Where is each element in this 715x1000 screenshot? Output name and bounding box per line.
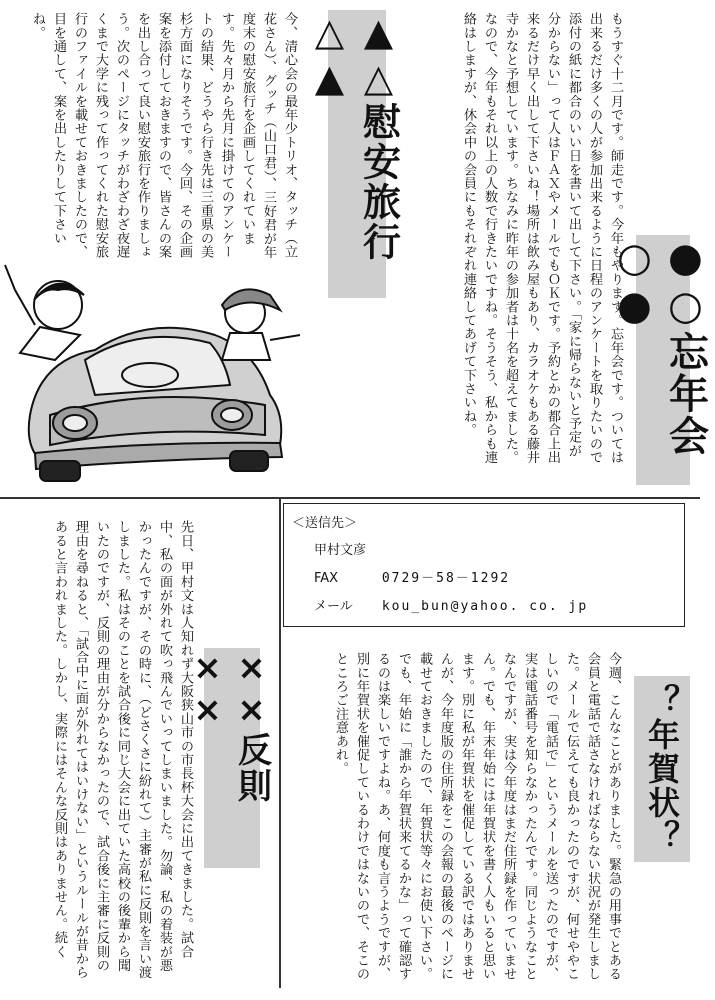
mail-label: メール [314, 599, 353, 614]
hansoku-article: 先日、甲村文は人知れず大阪狭山市の市長杯大会に出てきました。試合中、私の面が外れて吹っ飛んでいってしまいました。勿論、私の着装が悪かったんですが、その時に、（どさくさに紛れて）主審が私に反則を言い渡しました。私はそのことを試合後に同じ大会に出ていた高校の後輩から聞いたのですが、反則の理由が分からなかったので、試合後に主審に反則の理由を尋ねると、「試合中に面が外れてはいけない」というルールが昔からあると言われました。しかし、実際にはそんな反則はありません。続く [52, 520, 193, 980]
contact-name: 甲村文彦 [314, 543, 367, 558]
hansoku-heading: ××反則×× [204, 648, 260, 868]
mail-address: kou_bun@yahoo. co. jp [381, 599, 589, 614]
ian-ryokou-article: 今、清心会の最年少トリオ、タッチ（立花さん）、グッチ（山口君）、三好君が年度末の慰安旅行を企画してくれています。先々月から先月に掛けてのアンケートの結果、どうやら行き先は三重県の美杉方面になりそうです。今回、その企画案を添付しておきますので、皆さんの案を出し合って良い慰安旅行を作りましょう。次のページにタッチがわざわざ夜遅くまで大学に残って作ってくれた慰安旅行のファイルを載せておきましたので、目を通して、案を出したりして下さいね。 [30, 12, 297, 260]
nengajou-article: 今週、こんなことがありました。緊急の用事でとある会員と電話で話さなければならない状況が発生しました。メールで伝えても良かったのですが、何せややこしいので「電話で」というメールを送ったのですが、実は電話番号を知らなかったんです。同じようなことなんですが、実は今年度はまだ住所録を作っていません。でも、年末年始には年賀状を書く人もいると思います。別に私が年賀状を催促している訳ではありませんが、今年度版の住所録をこの会報の最後のページに載せておきましたので、年賀状等々にお使い下さい。でも、年始に「誰から年賀状来てるかな」って確認するのは楽しいですよね。あ、何度も言うようですが、別に年賀状を催促しているわけではないので、そこのところご注意あれ。 [333, 652, 621, 981]
ian-ryokou-heading: ▲△慰安旅行△▲ [328, 10, 386, 298]
nengajou-heading: ？年賀状？ [634, 676, 690, 862]
car-illustration [0, 265, 305, 485]
contact-box [283, 503, 685, 627]
horizontal-divider [0, 497, 700, 499]
bounenkai-article: もうすぐ十二月です。師走です。今年もやります。忘年会です。ついては出来るだけ多くの人が参加出来るように日程のアンケートを取りたいので添付の紙に都合のいい日を書いて出して下さい。「家に帰らないと予定が分からない」って人はＦＡＸやメールでもＯＫです。予約とかの都合上出来るだけ早く出して下さいね！場所は飲み屋もあり、カラオケもある藤井寺かなと予想しています。ちなみに昨年の参加者は十名を超えてました。なので、今年もそれ以上の人数で行きたいですね。そうそう、私からも連絡はしますが、休会中の会員にもそれぞれ連絡してあげて下さいね。 [461, 12, 623, 465]
contact-mail-row [314, 595, 588, 614]
bounenkai-heading: ●○忘年会○● [636, 235, 690, 485]
fax-number: 0729－58－1292 [381, 571, 511, 586]
contact-title: ＜送信先＞ [292, 516, 358, 531]
fax-label: FAX [314, 571, 339, 586]
vertical-divider [279, 498, 281, 988]
contact-fax-row [314, 567, 510, 586]
